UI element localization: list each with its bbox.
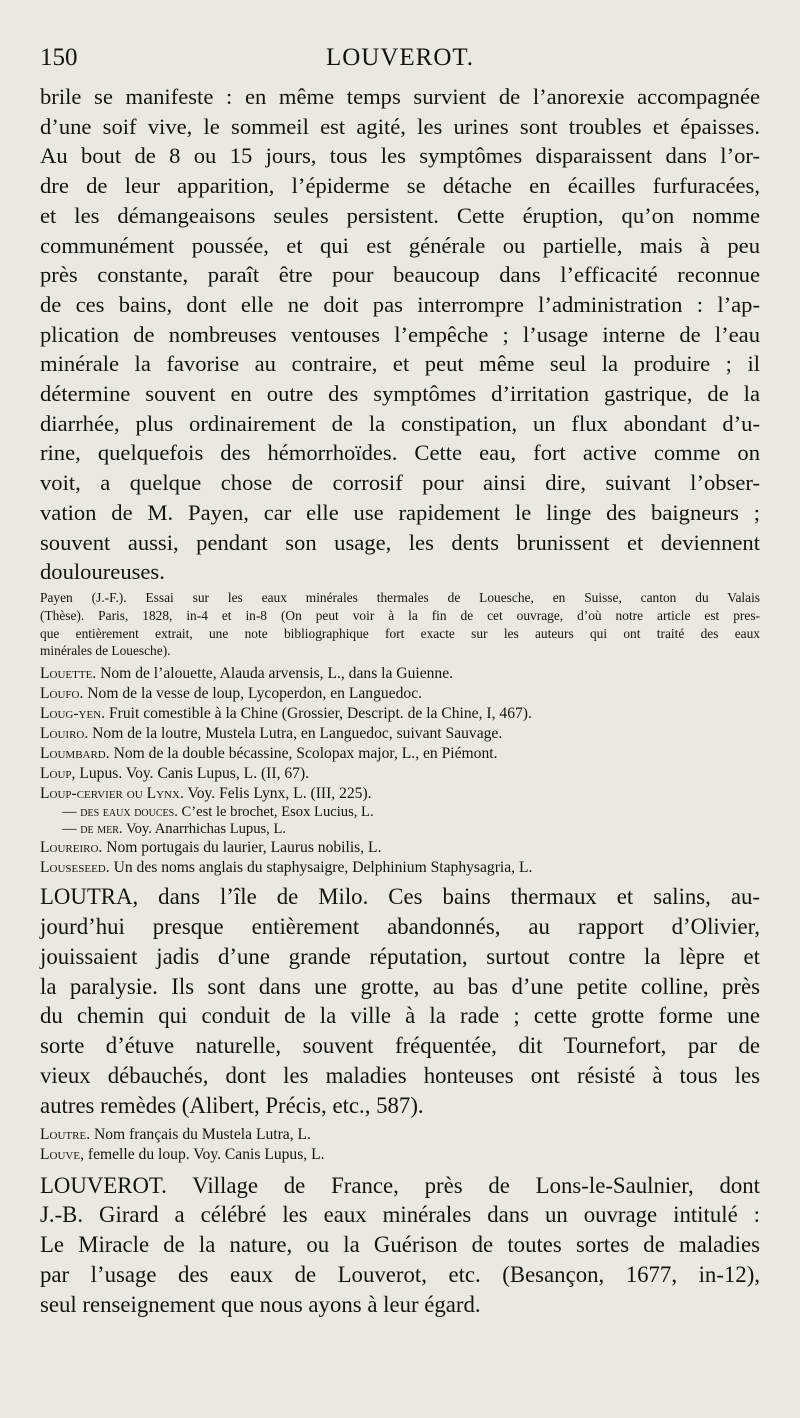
text-line: la paralysie. Ils sont dans une grotte, au bas d’une petite colline, près	[40, 973, 760, 999]
dictionary-entry	[40, 858, 760, 878]
note-line: que entièrement extrait, une note bibliographique fort exacte sur les auteurs qui ont traité des eaux	[40, 625, 760, 641]
bibliographic-note	[40, 589, 760, 660]
text-line: plication de nombreuses ventouses l’empêche ; l’usage interne de l’eau	[40, 321, 760, 347]
text-line: souvent aussi, pendant son usage, les dents brunissent et deviennent	[40, 529, 760, 555]
dictionary-entry	[40, 684, 760, 704]
text-line: du chemin qui conduit de la ville à la rade ; cette grotte forme une	[40, 1003, 760, 1029]
text-line: jouissaient jadis d’une grande réputation, surtout contre la lèpre et	[40, 943, 760, 969]
text-line: J.-B. Girard a célébré les eaux minérales dans un ouvrage intitulé :	[40, 1202, 760, 1228]
page-header	[40, 44, 760, 82]
entry-head: — de mer.	[62, 821, 123, 838]
text-line: Le Miracle de la nature, ou la Guérison de toutes sortes de maladies	[40, 1232, 760, 1258]
dictionary-subentry	[40, 821, 760, 838]
louverot-paragraph	[40, 1171, 760, 1320]
text-line: rine, quelquefois des hémorrhoïdes. Cette eau, fort active comme on	[40, 440, 760, 466]
entry-head: Loumbard.	[40, 745, 110, 763]
entry-head: Loutre.	[40, 1125, 91, 1143]
text-line: sorte d’étuve naturelle, souvent fréquentée, dit Tournefort, par de	[40, 1033, 760, 1059]
dictionary-entries-2	[40, 1125, 760, 1165]
entry-text: Nom de la vesse de loup, Lycoperdon, en Languedoc.	[87, 685, 423, 703]
entry-text: Voy. Anarrhichas Lupus, L.	[125, 821, 287, 838]
text-line: brile se manifeste : en même temps survient de l’anorexie accompagnée	[40, 84, 760, 109]
loutra-paragraph	[40, 882, 760, 1120]
entry-head: Loug-yen.	[40, 705, 106, 723]
dictionary-entry	[40, 784, 760, 804]
text-line: seul renseignement que nous ayons à leur égard.	[40, 1291, 481, 1317]
dictionary-entry	[40, 724, 760, 744]
entry-head: Louiro.	[40, 725, 89, 743]
text-line: de ces bains, dont elle ne doit pas interrompre l’administration : l’ap-	[40, 291, 760, 317]
entry-text: C’est le brochet, Esox Lucius, L.	[181, 804, 374, 821]
entry-head: — des eaux douces.	[62, 804, 178, 821]
entry-head: Loup,	[40, 765, 76, 783]
text-line: dre de leur apparition, l’épiderme se détache en écailles furfuracées,	[40, 173, 760, 199]
entry-head: Louette.	[40, 665, 97, 683]
text-line: douloureuses.	[40, 559, 165, 585]
entry-text: Nom portugais du laurier, Laurus nobilis, L.	[106, 839, 382, 857]
page-number: 150	[40, 44, 78, 71]
text-line: détermine souvent en outre des symptômes d’irritation gastrique, de la	[40, 381, 760, 407]
entry-head: Loureiro.	[40, 839, 103, 857]
note-line: minérales de Louesche).	[40, 643, 171, 659]
dictionary-entry	[40, 1125, 760, 1145]
text-line: Au bout de 8 ou 15 jours, tous les symptômes disparaissent dans l’or-	[40, 143, 760, 169]
entry-text: Un des noms anglais du staphysaigre, Delphinium Staphysagria, L.	[113, 859, 533, 877]
entry-text: Nom français du Mustela Lutra, L.	[94, 1125, 311, 1143]
text-line: LOUTRA, dans l’île de Milo. Ces bains thermaux et salins, au-	[40, 884, 760, 910]
text-line: LOUVEROT. Village de France, près de Lons-le-Saulnier, dont	[40, 1172, 760, 1198]
dictionary-entries	[40, 664, 760, 878]
text-line: par l’usage des eaux de Louverot, etc. (Besançon, 1677, in-12),	[40, 1261, 760, 1287]
top-paragraph	[40, 82, 760, 587]
text-line: près constante, paraît être pour beaucoup dans l’efficacité reconnue	[40, 262, 760, 288]
running-head: LOUVEROT.	[325, 44, 475, 71]
text-line: jourd’hui presque entièrement abandonnés, au rapport d’Olivier,	[40, 913, 760, 939]
dictionary-entry	[40, 744, 760, 764]
entry-text: Fruit comestible à la Chine (Grossier, Descript. de la Chine, I, 467).	[108, 705, 532, 723]
entry-head: Loup-cervier ou Lynx.	[40, 785, 184, 803]
entry-text: Nom de la loutre, Mustela Lutra, en Languedoc, suivant Sauvage.	[92, 725, 503, 743]
text-line: et les démangeaisons seules persistent. Cette éruption, qu’on nomme	[40, 202, 760, 228]
entry-head: Louve,	[40, 1145, 84, 1163]
entry-text: Lupus. Voy. Canis Lupus, L. (II, 67).	[79, 765, 310, 783]
entry-text: femelle du loup. Voy. Canis Lupus, L.	[87, 1145, 325, 1163]
text-line: minérale la favorise au contraire, et peut même seul la produire ; il	[40, 351, 760, 377]
note-line: (Thèse). Paris, 1828, in-4 et in-8 (On peut voir à la fin de cet ouvrage, d’où notre article est pres-	[40, 607, 760, 623]
text-line: voit, a quelque chose de corrosif pour ainsi dire, suivant l’obser-	[40, 470, 760, 496]
note-line: Payen (J.-F.). Essai sur les eaux minérales thermales de Louesche, en Suisse, canton du Valais	[40, 589, 760, 605]
text-line: communément poussée, et qui est générale ou partielle, mais à peu	[40, 232, 760, 258]
entry-text: Nom de l’alouette, Alauda arvensis, L., dans la Guienne.	[100, 665, 454, 683]
dictionary-entry	[40, 1145, 760, 1165]
entry-head: Loufo.	[40, 685, 84, 703]
text-line: autres remèdes (Alibert, Précis, etc., 587).	[40, 1092, 424, 1118]
entry-head: Louseseed.	[40, 859, 110, 877]
dictionary-entry	[40, 764, 760, 784]
text-line: d’une soif vive, le sommeil est agité, les urines sont troubles et épaisses.	[40, 113, 760, 139]
text-line: diarrhée, plus ordinairement de la constipation, un flux abondant d’u-	[40, 410, 760, 436]
text-line: vation de M. Payen, car elle use rapidement le linge des baigneurs ;	[40, 499, 760, 525]
dictionary-subentry	[40, 804, 760, 821]
entry-text: Nom de la double bécassine, Scolopax major, L., en Piémont.	[113, 745, 498, 763]
dictionary-entry	[40, 838, 760, 858]
text-line: vieux débauchés, dont les maladies honteuses ont résisté à tous les	[40, 1062, 760, 1088]
entry-text: Voy. Felis Lynx, L. (III, 225).	[187, 785, 372, 803]
dictionary-entry	[40, 704, 760, 724]
dictionary-entry	[40, 664, 760, 684]
